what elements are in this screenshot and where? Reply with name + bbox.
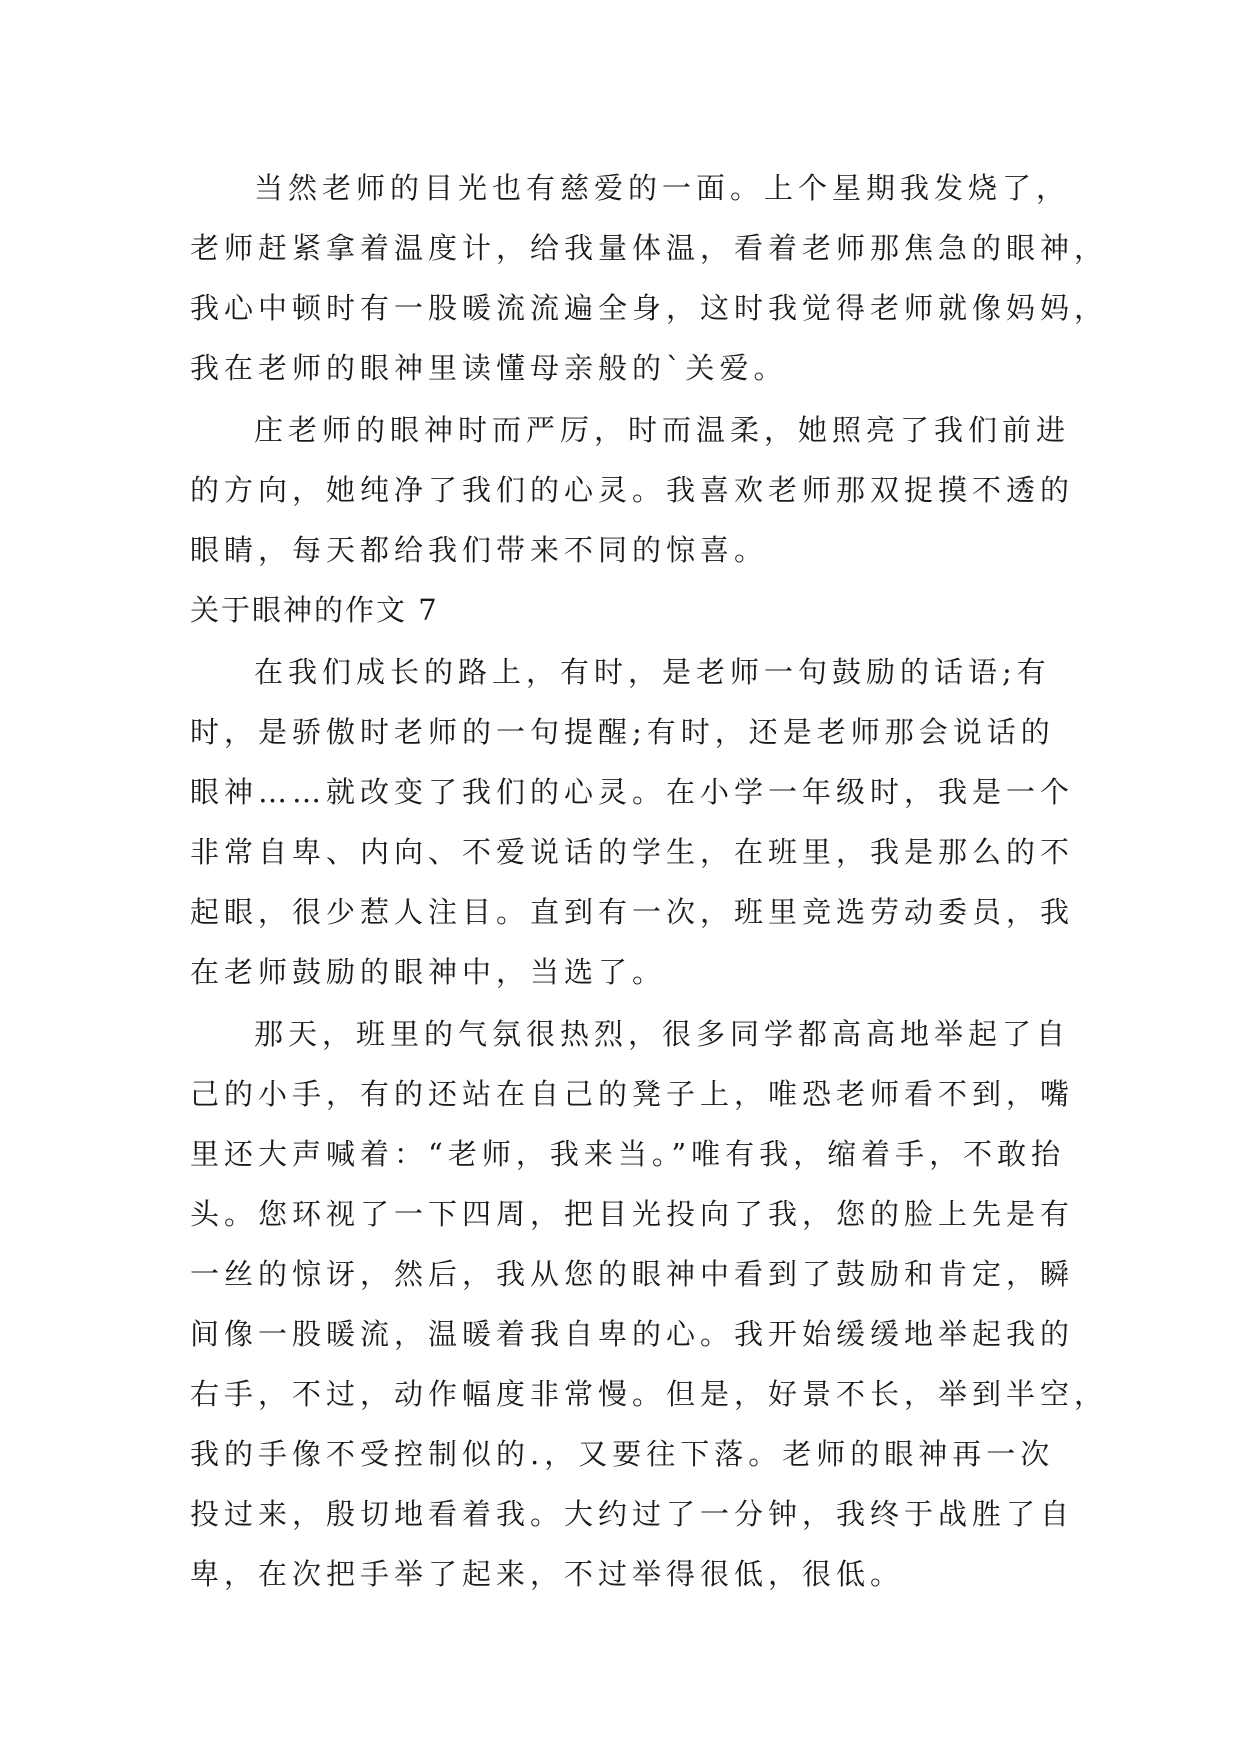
paragraph-line: 间像一股暖流，温暖着我自卑的心。我开始缓缓地举起我的	[190, 1317, 1075, 1351]
paragraph-line: 我的手像不受控制似的.，又要往下落。老师的眼神再一次	[190, 1437, 1055, 1471]
paragraph-line: 头。您环视了一下四周，把目光投向了我，您的脸上先是有	[190, 1197, 1075, 1231]
section-heading: 关于眼神的作文 7	[190, 593, 439, 627]
paragraph-line: 时，是骄傲时老师的一句提醒;有时，还是老师那会说话的	[190, 715, 1055, 749]
paragraph-line: 一丝的惊讶，然后，我从您的眼神中看到了鼓励和肯定，瞬	[190, 1257, 1075, 1291]
paragraph-line: 卑，在次把手举了起来，不过举得很低，很低。	[190, 1557, 905, 1591]
paragraph-line: 眼睛，每天都给我们带来不同的惊喜。	[190, 533, 769, 567]
paragraph-line: 老师赶紧拿着温度计，给我量体温，看着老师那焦急的眼神，	[190, 231, 1109, 265]
paragraph-line: 在我们成长的路上，有时，是老师一句鼓励的话语;有	[254, 655, 1051, 689]
paragraph-line: 非常自卑、内向、不爱说话的学生，在班里，我是那么的不	[190, 835, 1075, 869]
paragraph-line: 己的小手，有的还站在自己的凳子上，唯恐老师看不到，嘴	[190, 1077, 1075, 1111]
paragraph-line: 起眼，很少惹人注目。直到有一次，班里竞选劳动委员，我	[190, 895, 1075, 929]
paragraph-line: 的方向，她纯净了我们的心灵。我喜欢老师那双捉摸不透的	[190, 473, 1075, 507]
paragraph-line: 里还大声喊着：“老师，我来当。”唯有我，缩着手，不敢抬	[190, 1137, 1066, 1171]
paragraph-line: 当然老师的目光也有慈爱的一面。上个星期我发烧了，	[254, 171, 1071, 205]
paragraph-line: 那天，班里的气氛很热烈，很多同学都高高地举起了自	[254, 1017, 1071, 1051]
paragraph-line: 右手，不过，动作幅度非常慢。但是，好景不长，举到半空，	[190, 1377, 1109, 1411]
paragraph-line: 我在老师的眼神里读懂母亲般的`关爱。	[190, 351, 788, 385]
paragraph-line: 庄老师的眼神时而严厉，时而温柔，她照亮了我们前进	[254, 413, 1071, 447]
paragraph-line: 投过来，殷切地看着我。大约过了一分钟，我终于战胜了自	[190, 1497, 1075, 1531]
paragraph-line: 我心中顿时有一股暖流流遍全身，这时我觉得老师就像妈妈，	[190, 291, 1109, 325]
paragraph-line: 眼神……就改变了我们的心灵。在小学一年级时，我是一个	[190, 775, 1075, 809]
paragraph-line: 在老师鼓励的眼神中，当选了。	[190, 955, 667, 989]
